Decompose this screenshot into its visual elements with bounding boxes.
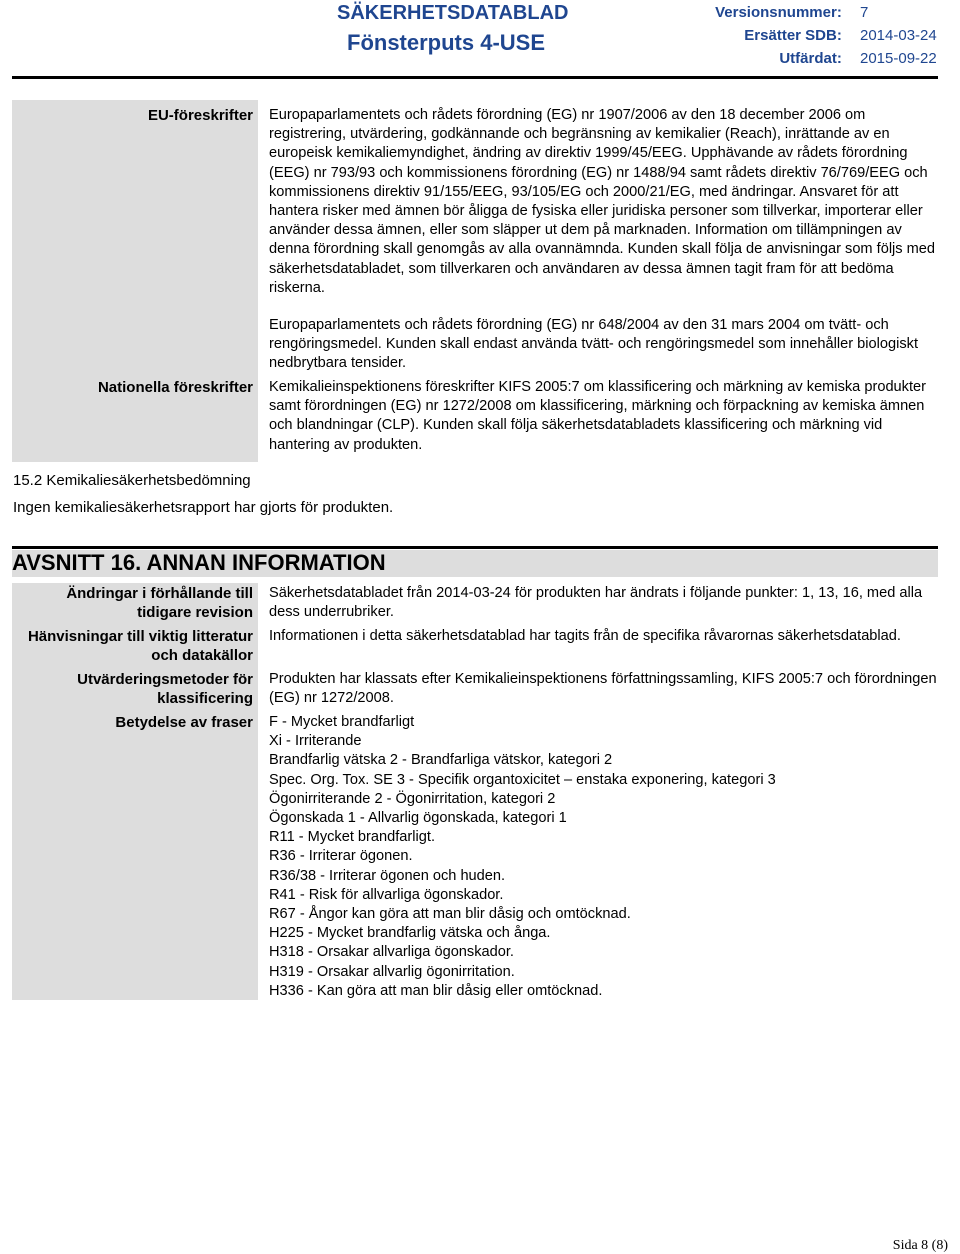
phrase-item: H318 - Orsakar allvarliga ögonskador. <box>269 944 514 961</box>
changes-text: Säkerhetsdatabladet från 2014-03-24 för produkten har ändrats i följande punkter: 1, 13, 16, med alla dess underrubriker. <box>269 585 923 621</box>
phrase-item: H319 - Orsakar allvarlig ögonirritation. <box>269 963 515 980</box>
section-16-title: AVSNITT 16. ANNAN INFORMATION <box>12 550 386 575</box>
changes-label: Ändringar i förhållande till tidigare revision <box>66 585 253 621</box>
replaces-label: Ersätter SDB: <box>744 27 842 44</box>
phrase-list <box>269 713 937 1001</box>
phrase-item: R67 - Ångor kan göra att man blir dåsig och omtöcknad. <box>269 906 631 923</box>
issued-row <box>779 50 938 67</box>
issued-value: 2015-09-22 <box>860 50 937 67</box>
version-row <box>715 4 938 21</box>
national-regulations-text: Kemikalieinspektionens föreskrifter KIFS 2005:7 om klassificering och märkning av kemiska produkter samt förordningen (EG) nr 1272/2008 om klassificering, märkning och förpackning av kemiska ämnen och blandningar (CLP). Kunden skall följa säkerhetsdatabladets klassificering och märkning vid hantering av produkten. <box>269 379 927 453</box>
section-16-rule <box>12 546 938 549</box>
eu-regulations-text-2: Europaparlamentets och rådets förordning (EG) nr 648/2004 av den 31 mars 2004 om tvätt- och rengöringsmedel. Kunden skall endast använda tvätt- och rengöringsmedel som innehåller biologiskt nedbrytbara tensider. <box>269 317 918 372</box>
phrase-item: F - Mycket brandfarligt <box>269 714 415 730</box>
header-rule <box>12 76 938 79</box>
phrase-item: Spec. Org. Tox. SE 3 - Specifik organtoxicitet – enstaka exponering, kategori 3 <box>269 771 776 788</box>
document-type: SÄKERHETSDATABLAD <box>337 2 569 24</box>
references-label: Hänvisningar till viktig litteratur och datakällor <box>27 628 253 664</box>
replaces-value: 2014-03-24 <box>860 27 937 44</box>
phrase-item: Ögonskada 1 - Allvarlig ögonskada, kategori 1 <box>269 810 567 827</box>
phrases-label: Betydelse av fraser <box>115 714 253 731</box>
product-name: Fönsterputs 4-USE <box>347 30 546 55</box>
phrase-item: Xi - Irriterande <box>269 733 362 750</box>
version-label: Versionsnummer: <box>715 4 842 21</box>
phrase-item: Brandfarlig vätska 2 - Brandfarliga vätskor, kategori 2 <box>269 752 613 769</box>
phrase-item: R41 - Risk för allvarliga ögonskador. <box>269 886 504 903</box>
eu-regulations-label: EU-föreskrifter <box>147 107 253 124</box>
evaluation-methods-label: Utvärderingsmetoder för klassificering <box>77 671 253 707</box>
assessment-text: Ingen kemikaliesäkerhetsrapport har gjorts för produkten. <box>13 499 394 516</box>
references-text: Informationen i detta säkerhetsdatablad har tagits från de specifika råvarornas säkerhetsdatablad. <box>269 628 901 644</box>
version-value: 7 <box>860 4 869 21</box>
issued-label: Utfärdat: <box>779 50 842 67</box>
national-regulations-label: Nationella föreskrifter <box>97 379 253 396</box>
regulations-label-column <box>12 100 258 462</box>
eu-regulations-text-1: Europaparlamentets och rådets förordning (EG) nr 1907/2006 av den 18 december 2006 om registrering, utvärdering, godkännande och begränsning av kemikalier (Reach), inrättande av en europeisk kemikaliemyndighet, ändring av direktiv 1999/45/EEG. Upphävande av rådets förordning (EEG) nr 793/93 och kommissionens förordning (EG) nr 1488/94 samt rådets direktiv 76/769/EEG och kommissionens direktiv 91/155/EEG, 93/105/EG och 2000/21/EG, med ändringar. Ansvaret för att hantera risker med ämnen bör åligga de fysiska eller juridiska personer som tillverkar, importerar eller använder dessa ämnen, eller som släpper ut dem på marknaden. Information om tillämpningen av denna förordning skall genomgås av alla ovannämnda. Kunden skall följa de anvisningar som följs med säkerhetsdatabladet, som tillverkaren och användaren av dessa ämnen tagit fram för att bedöma riskerna. <box>269 107 936 296</box>
assessment-heading: 15.2 Kemikaliesäkerhetsbedömning <box>13 472 251 489</box>
phrase-item: R36 - Irriterar ögonen. <box>269 848 413 865</box>
replaces-row <box>744 27 938 44</box>
page-number: Sida 8 (8) <box>892 1238 948 1253</box>
phrase-item: H225 - Mycket brandfarlig vätska och ånga. <box>269 925 551 942</box>
phrase-item: R11 - Mycket brandfarligt. <box>269 829 435 846</box>
evaluation-methods-text: Produkten har klassats efter Kemikalieinspektionens författningssamling, KIFS 2005:7 och förordningen (EG) nr 1272/2008. <box>269 671 937 707</box>
phrase-item: Ögonirriterande 2 - Ögonirritation, kategori 2 <box>269 790 556 807</box>
phrase-item: H336 - Kan göra att man blir dåsig eller omtöcknad. <box>269 982 603 999</box>
phrase-item: R36/38 - Irriterar ögonen och huden. <box>269 867 506 884</box>
